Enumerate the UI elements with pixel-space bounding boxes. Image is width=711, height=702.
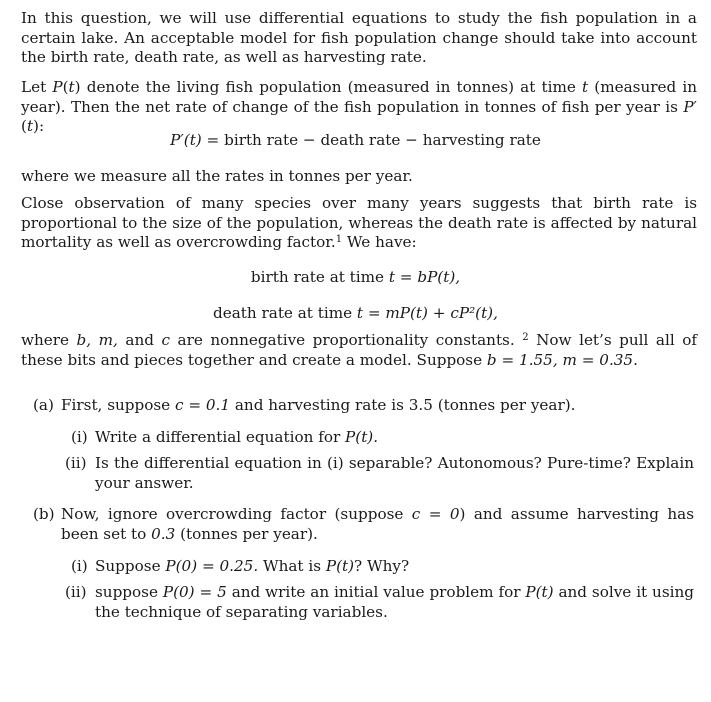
part-b-label: (b) bbox=[33, 505, 55, 523]
intro-paragraph: In this question, we will use differential equations to study the fish population in a certain lake. An acceptable model for fish population change should take into account the birth rate, death rate, as well as harvesting rate. bbox=[21, 9, 697, 66]
definition-paragraph: Let P(t) denote the living fish population (measured in tonnes) at time t (measured in year). Then the net rate of change of the fish population in tonnes of fish per year is P′(t): bbox=[21, 78, 697, 135]
units-note: where we measure all the rates in tonnes per year. bbox=[21, 167, 413, 185]
part-a-ii: (ii) Is the differential equation in (i) separable? Autonomous? Pure-time? Explain your answer. bbox=[65, 454, 694, 492]
rate-equation: P′(t) = birth rate − death rate − harvesting rate bbox=[170, 131, 541, 149]
constants-paragraph: where b, m, and c are nonnegative proportionality constants. $^2$ Now let’s pull all of these bits and pieces together and create a model. Suppose b = 1.55, m = 0.35. bbox=[21, 331, 697, 369]
birth-rate-equation: birth rate at time t = bP(t), bbox=[250, 268, 461, 286]
part-b-text: Now, ignore overcrowding factor (suppose c = 0) and assume harvesting has been set to 0.3 (tonnes per year). bbox=[61, 505, 694, 543]
part-a-i: (i) Write a differential equation for P(t). bbox=[71, 428, 379, 446]
part-b-i: (i) Suppose P(0) = 0.25. What is P(t)? Why? bbox=[71, 557, 410, 575]
observation-paragraph: Close observation of many species over many years suggests that birth rate is proportional to the size of the population, whereas the death rate is affected by natural mortality as well as overcrowding factor.$^1$ We have: bbox=[21, 194, 697, 251]
part-b-ii: (ii) suppose P(0) = 5 and write an initial value problem for P(t) and solve it using the technique of separating variables. bbox=[65, 583, 694, 621]
part-a-label: (a) bbox=[33, 396, 54, 414]
footnote-marker-2: 2 bbox=[522, 332, 529, 343]
part-a bbox=[33, 396, 697, 416]
death-rate-equation: death rate at time t = mP(t) + cP²(t), bbox=[213, 304, 498, 322]
footnote-marker-1: 1 bbox=[335, 234, 343, 245]
part-b bbox=[33, 505, 697, 545]
part-a-text: First, suppose c = 0.1 and harvesting rate is 3.5 (tonnes per year). bbox=[61, 396, 576, 414]
